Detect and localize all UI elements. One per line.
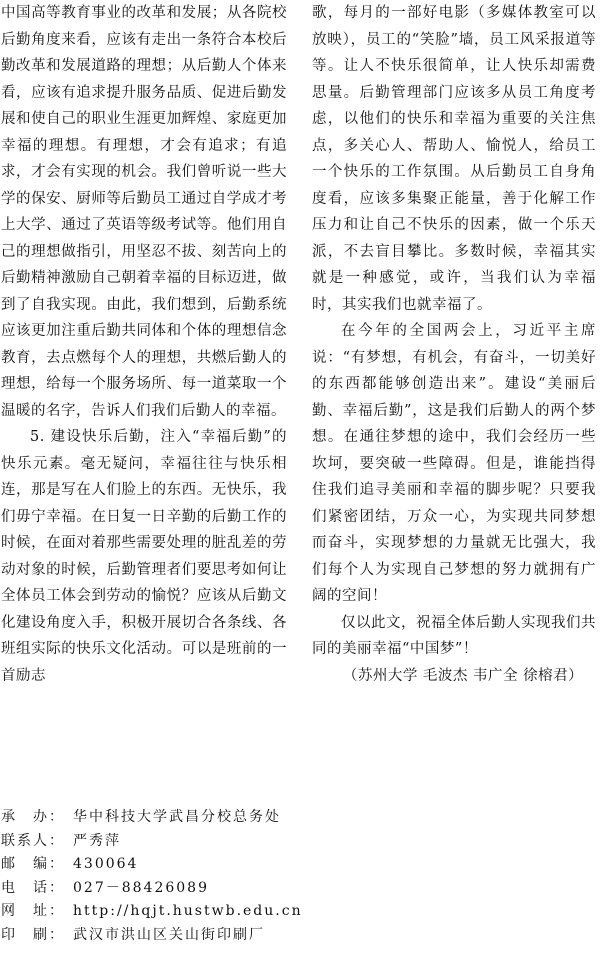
colophon-label: 联系人： [1,832,65,849]
colophon-row-contact [1,830,301,854]
colophon-row-phone [1,877,301,901]
colophon-value: 武汉市洪山区关山街印刷厂 [73,926,265,943]
colophon-row-postcode [1,853,301,877]
colophon-value: 430064 [73,856,139,873]
colophon [1,806,301,948]
colophon-label: 承 办： [1,809,65,825]
colophon-label: 印 刷： [1,926,65,943]
colophon-value: 严秀萍 [73,832,121,849]
colophon-row-organizer [1,806,301,830]
colophon-label: 邮 编： [1,856,65,873]
colophon-row-website [1,900,301,924]
colophon-value: 华中科技大学武昌分校总务处 [73,809,281,825]
article-paragraph: 在今年的全国两会上，习近平主席说：“有梦想，有机会，有奋斗，一切美好的东西都能够创造出来”。建设“美丽后勤、幸福后勤”，这是我们后勤人的两个梦想。在通往梦想的途中，我们会经历一些坎坷，要突破一些障碍。但是，谁能挡得住我们追寻美丽和幸福的脚步呢？只要我们紧密团结，万众一心，为实现共同梦想而奋斗，实现梦想的力量就无比强大，我们每个人为实现自己梦想的努力就拥有广阔的空间！ [312,323,596,604]
article-paragraph: 歌，每月的一部好电影（多媒体教室可以放映），员工的“笑脸”墙，员工风采报道等等。让人不快乐很简单，让人快乐却需费思量。后勤管理部门应该多从员工角度考虑，以他们的快乐和幸福为重要的关注焦点，多关心人、帮助人、愉悦人，给员工一个快乐的工作氛围。从后勤员工自身角度看，应该多集聚正能量，善于化解工作压力和让自己不快乐的因素，做一个乐天派，不去盲目攀比。多数时候，幸福其实就是一种感觉，或许，当我们认为幸福时，其实我们也就幸福了。 [312,5,596,313]
article-paragraph: 仅以此文，祝福全体后勤人实现我们共同的美丽幸福“中国梦”！ [312,614,596,657]
article-paragraph: 5. 建设快乐后勤，注入“幸福后勤”的快乐元素。毫无疑问，幸福往往与快乐相连，那是写在人们脸上的东西。无快乐，我们毋宁幸福。在日复一日辛勤的后勤工作的时候，在面对着那些需要处理的脏乱差的劳动对象的时候，后勤管理者们要思考如何让全体员工体会到劳动的愉悦？应该从后勤文化建设角度入手，积极开展切合各条线、各班组实际的快乐文化活动。可以是班前的一首励志 [1,429,287,684]
left-article-column [1,0,287,689]
colophon-value: 027－88426089 [73,879,209,896]
colophon-label: 网 址： [1,903,65,920]
right-article-column [312,0,596,689]
colophon-value: http://hqjt.hustwb.edu.cn [73,903,303,920]
colophon-label: 电 话： [1,879,65,896]
author-signature: （苏州大学 毛波杰 韦广全 徐榕君） [342,667,584,684]
colophon-row-printer [1,924,301,948]
article-paragraph: 中国高等教育事业的改革和发展；从各院校后勤角度来看，应该有走出一条符合本校后勤改革和发展道路的理想；从后勤人个体来看，应该有追求提升服务品质、促进后勤发展和使自己的职业生涯更加辉煌、家庭更加幸福的理想。有理想，才会有追求；有追求，才会有实现的机会。我们曾听说一些大学的保安、厨师等后勤员工通过自学成才考上大学、通过了英语等级考试等。他们用自己的理想做指引，用坚忍不拔、刻苦向上的后勤精神激励自己朝着幸福的目标迈进，做到了自我实现。由此，我们想到，后勤系统应该更加注重后勤共同体和个体的理想信念教育，去点燃每个人的理想，共燃后勤人的理想，给每一个服务场所、每一道菜取一个温暖的名字，告诉人们我们后勤人的幸福。 [1,5,287,419]
